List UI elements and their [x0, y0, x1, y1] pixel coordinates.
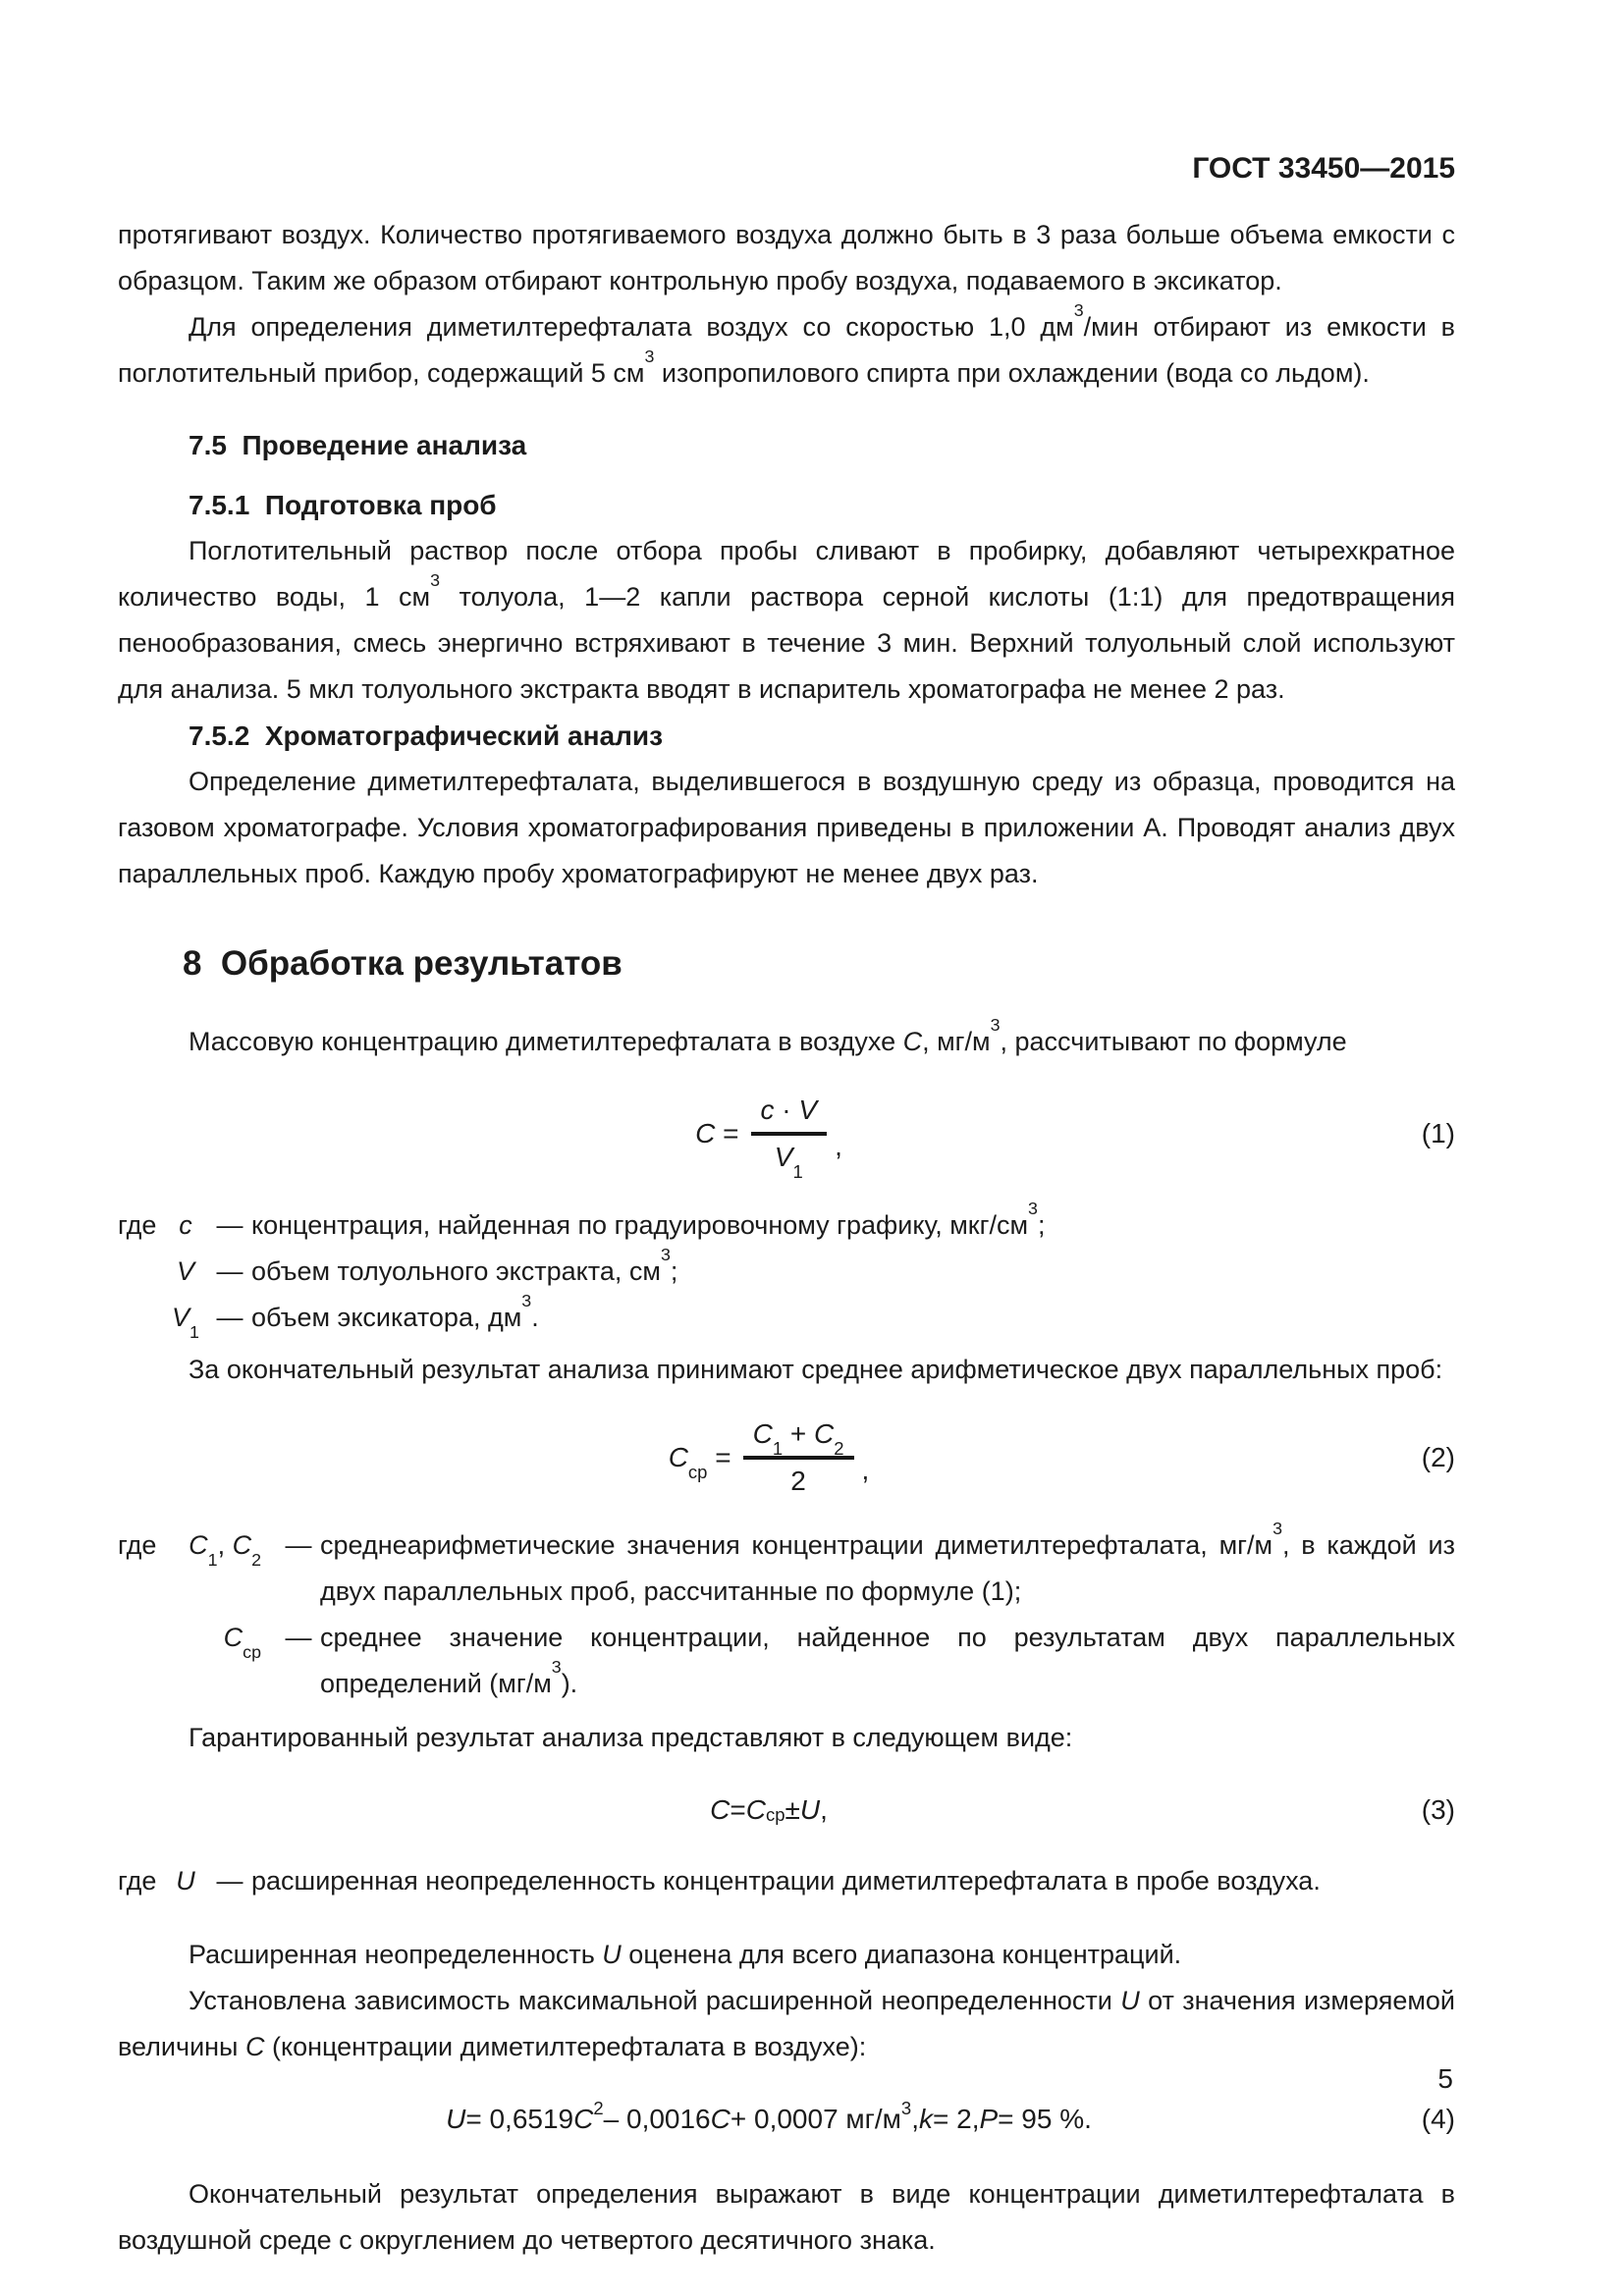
where-lead [118, 1615, 163, 1707]
formula-4-body: U = 0,6519 C $^2$ – 0,0016 C + 0,0007 мг/м $^3$ , k = 2, P = 95 %. [446, 2098, 1092, 2134]
formula-1-number: (1) [1421, 1118, 1455, 1148]
heading-7-5-2: 7.5.2 Хроматографический анализ [189, 721, 663, 751]
where-lead [118, 1295, 163, 1341]
where-definition: среднеарифметические значения концентрации диметилтерефталата, $мг/м^3$, в каждой из двух параллельных проб, рассчитанные по формуле (1); [320, 1519, 1455, 1606]
formula-2-lhs: $C_{ср}$ = [668, 1442, 731, 1483]
where-lead: где [118, 1530, 157, 1560]
formula-1-body [695, 1089, 842, 1183]
where-definition: объем эксикатора, $дм^3$. [251, 1291, 539, 1332]
definition-row [118, 1615, 1455, 1707]
where-list-3 [118, 1858, 1455, 1904]
formula-4 [118, 2096, 1455, 2142]
where-definition: концентрация, найденная по градуировочному графику, мкг/$см^3$; [251, 1199, 1046, 1240]
where-term: c [179, 1210, 192, 1240]
where-term: V [176, 1256, 194, 1286]
formula-3-body: C = C $_{ср}$ ± U , [710, 1793, 828, 1826]
where-dash: — [216, 1303, 244, 1332]
page-number: 5 [1437, 2063, 1453, 2094]
formula-2-body [669, 1413, 870, 1503]
formula-1-comma: , [835, 1131, 842, 1161]
fraction-numerator: $C_1 + C_2$ [752, 1418, 844, 1460]
paragraph-expanded-uncertainty: Расширенная неопределенность U оценена для всего диапазона концентраций. [189, 1940, 1182, 1969]
paragraph-final-result: За окончательный результат анализа принимают среднее арифметическое двух параллельных проб: [189, 1355, 1443, 1384]
where-list-1 [118, 1199, 1455, 1342]
paragraph-sample-preparation: Поглотительный раствор после отбора пробы сливают в пробирку, добавляют четырехкратное количество воды, 1 $см^3$ толуола, 1—2 капли раствора серной кислоты (1:1) для предотвращения пенообразования, смесь энергично встряхивают в течение 3 мин. Верхний толуольный слой используют для анализа. 5 мкл толуольного экстракта вводят в испаритель хроматографа не менее 2 раз. [118, 536, 1455, 704]
where-dash: — [216, 1866, 244, 1896]
where-dash: — [216, 1210, 244, 1240]
paragraph-chromatographic-analysis: Определение диметилтерефталата, выделившегося в воздушную среду из образца, проводится на газовом хроматографе. Условия хроматографирования приведены в приложении А. Проводят анализ двух параллельных проб. Каждую пробу хроматографируют не менее двух раз. [118, 767, 1455, 888]
fraction-denominator: $V_1$ [774, 1142, 803, 1183]
formula-1-lhs: C = [695, 1118, 739, 1148]
formula-2 [118, 1413, 1455, 1503]
paragraph-air-volume: протягивают воздух. Количество протягиваемого воздуха должно быть в 3 раза больше объема емкости с образцом. Таким же образом отбирают контрольную пробу воздуха, подаваемого в эксикатор. [118, 220, 1455, 295]
where-lead [118, 1249, 163, 1295]
heading-8: 8 Обработка результатов [183, 944, 623, 983]
formula-1 [118, 1089, 1455, 1183]
formula-4-number: (4) [1421, 2103, 1455, 2134]
fraction [743, 1413, 854, 1503]
definition-row [118, 1858, 1455, 1904]
where-dash: — [285, 1530, 312, 1560]
definition-row [118, 1245, 1455, 1295]
formula-3 [118, 1787, 1455, 1833]
where-list-2 [118, 1519, 1455, 1707]
paragraph-closing: Окончательный результат определения выражают в виде концентрации диметилтерефталата в воздушной среде с округлением до четвертого десятичного знака. [118, 2179, 1455, 2255]
formula-3-number: (3) [1421, 1793, 1455, 1825]
definition-row [118, 1199, 1455, 1249]
formula-2-number: (2) [1421, 1442, 1455, 1472]
where-lead: где [118, 1210, 157, 1240]
document-code: ГОСТ 33450—2015 [1192, 152, 1455, 185]
paragraph-dependence: Установлена зависимость максимальной расширенной неопределенности U от значения измеряемой величины C (концентрации диметилтерефталата в воздухе): [118, 1986, 1455, 2061]
fraction-numerator: c · V [760, 1095, 818, 1125]
paragraph-guaranteed-result: Гарантированный результат анализа представляют в следующем виде: [189, 1723, 1073, 1752]
heading-7-5: 7.5 Проведение анализа [189, 430, 527, 460]
where-term: $C_1$, $C_2$ [189, 1530, 261, 1570]
heading-7-5-1: 7.5.1 Подготовка проб [189, 490, 497, 520]
where-definition: объем толуольного экстракта, $см^3$; [251, 1245, 678, 1286]
where-definition: расширенная неопределенность концентрации диметилтерефталата в пробе воздуха. [251, 1866, 1321, 1896]
definition-row [118, 1291, 1455, 1342]
fraction-denominator: 2 [790, 1466, 806, 1496]
where-term: $V_1$ [172, 1303, 199, 1342]
fraction [751, 1089, 828, 1183]
where-definition: среднее значение концентрации, найденное по результатам двух параллельных определений $(мг/м^3)$. [320, 1623, 1455, 1698]
definition-row [118, 1519, 1455, 1615]
paragraph-dmt-sampling: Для определения диметилтерефталата воздух со скоростью 1,0 $дм^3$/мин отбирают из емкости в поглотительный прибор, содержащий 5 $см^3$ изопропилового спирта при охлаждении (вода со льдом). [118, 300, 1455, 388]
where-dash: — [216, 1256, 244, 1286]
where-dash: — [285, 1623, 312, 1652]
paragraph-mass-concentration: Массовую концентрацию диметилтерефталата в воздухе C, $мг/м^3$, рассчитывают по формуле [189, 1015, 1347, 1056]
where-term: $C_{ср}$ [223, 1623, 261, 1662]
where-lead: где [118, 1866, 157, 1896]
where-term: U [176, 1866, 195, 1896]
formula-2-comma: , [861, 1455, 870, 1485]
